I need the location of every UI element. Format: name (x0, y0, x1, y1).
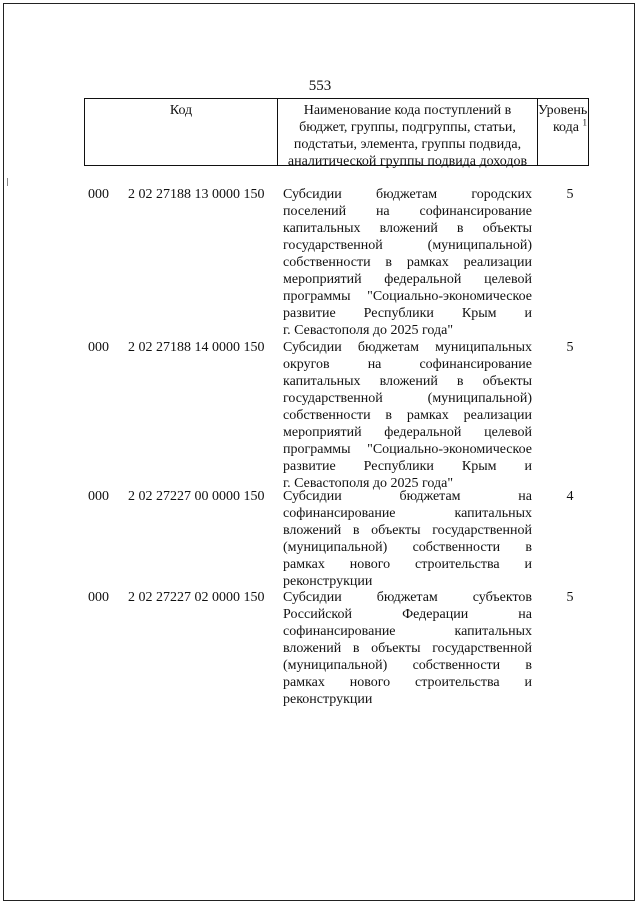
income-code: 2 02 27227 02 0000 150 (128, 590, 265, 605)
admin-code: 000 (88, 489, 109, 504)
income-name-line: округов на софинансирование (283, 357, 532, 372)
header-code: Код (85, 99, 278, 165)
income-name-line: поселений на софинансирование (283, 204, 532, 219)
income-name-line: Российской Федерации на (283, 607, 532, 622)
header-level (538, 99, 590, 165)
income-name-line: рамках нового строительства и (283, 557, 532, 572)
income-name (283, 339, 532, 492)
income-name-line: реконструкции (283, 692, 373, 707)
header-name (278, 99, 538, 169)
header-level-word: кода (552, 120, 579, 135)
admin-code: 000 (88, 187, 109, 202)
code-level: 5 (566, 340, 574, 355)
income-name-line: Субсидии бюджетам городских (283, 187, 532, 202)
table-header (84, 98, 589, 169)
income-name-line: программы "Социально-экономическое (283, 289, 532, 304)
income-name-line: Субсидии бюджетам муниципальных (283, 340, 532, 355)
header-name-line: аналитической группы подвида доходов (287, 154, 528, 169)
header-name-line: Наименование кода поступлений в (303, 103, 512, 118)
code-level: 4 (566, 489, 574, 504)
income-name-line: вложений в объекты государственной (283, 523, 532, 538)
income-name-line: собственности в рамках реализации (283, 408, 532, 423)
income-name-line: государственной (муниципальной) (283, 391, 532, 406)
income-code: 2 02 27227 00 0000 150 (128, 489, 265, 504)
income-name-line: рамках нового строительства и (283, 675, 532, 690)
income-name-line: развитие Республики Крым и (283, 459, 532, 474)
income-name-line: вложений в объекты государственной (283, 641, 532, 656)
header-level-line2 (538, 119, 587, 136)
income-name-line: собственности в рамках реализации (283, 255, 532, 270)
income-name-line: реконструкции (283, 574, 373, 589)
footnote-marker: 1 (582, 117, 587, 128)
header-name-line: подстатьи, элемента, группы подвида, (293, 137, 522, 152)
code-level: 5 (566, 187, 574, 202)
income-name-line: г. Севастополя до 2025 года" (283, 476, 454, 491)
income-name-line: г. Севастополя до 2025 года" (283, 323, 454, 338)
page-number: 553 (308, 78, 332, 94)
income-name-line: (муниципальной) собственности в (283, 658, 532, 673)
income-name-line: Субсидии бюджетам субъектов (283, 590, 532, 605)
code-level: 5 (566, 590, 574, 605)
income-name-line: капитальных вложений в объекты (283, 221, 532, 236)
income-name (283, 186, 532, 339)
income-name-line: капитальных вложений в объекты (283, 374, 532, 389)
income-name-line: софинансирование капитальных (283, 624, 532, 639)
income-name (283, 589, 532, 708)
header-name-line: бюджет, группы, подгруппы, статьи, (299, 120, 516, 135)
income-code: 2 02 27188 14 0000 150 (128, 340, 265, 355)
admin-code: 000 (88, 340, 109, 355)
income-name-line: развитие Республики Крым и (283, 306, 532, 321)
income-name-line: мероприятий федеральной целевой (283, 425, 532, 440)
income-name-line: (муниципальной) собственности в (283, 540, 532, 555)
income-name (283, 488, 532, 590)
income-name-line: программы "Социально-экономическое (283, 442, 532, 457)
income-name-line: софинансирование капитальных (283, 506, 532, 521)
income-name-line: мероприятий федеральной целевой (283, 272, 532, 287)
header-level-line1: Уровень (538, 103, 588, 118)
income-name-line: государственной (муниципальной) (283, 238, 532, 253)
margin-mark (7, 178, 10, 186)
income-name-line: Субсидии бюджетам на (283, 489, 532, 504)
income-code: 2 02 27188 13 0000 150 (128, 187, 265, 202)
admin-code: 000 (88, 590, 109, 605)
